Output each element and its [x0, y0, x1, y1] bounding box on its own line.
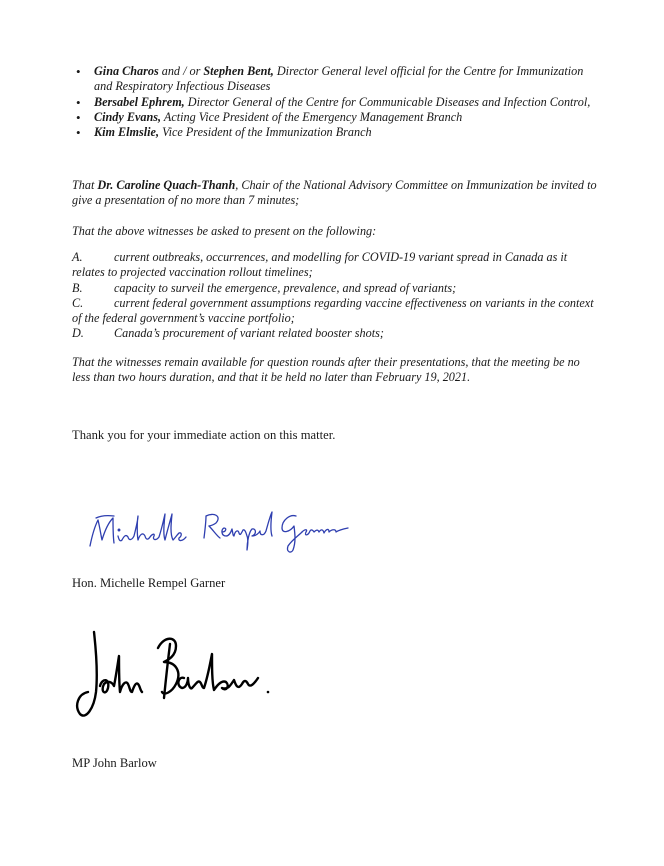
point-label: B.	[72, 280, 83, 295]
list-item	[72, 296, 602, 327]
invite-post: , Chair of the National Advisory Committee on Immunization be invited to give a presentation of no more than 7 minutes;	[72, 178, 597, 208]
invite-name: Dr. Caroline Quach-Thanh	[97, 178, 236, 192]
list-item	[72, 281, 602, 296]
presentation-points	[72, 250, 602, 342]
witness-name: Kim Elmslie,	[94, 125, 160, 140]
point-label: D.	[72, 326, 84, 341]
thanks-line: Thank you for your immediate action on this matter.	[72, 428, 336, 442]
witness-desc: Vice President of the Immunization Branch	[159, 125, 372, 140]
witness-name: Gina Charos	[94, 64, 159, 78]
witness-desc: Acting Vice President of the Emergency Management Branch	[161, 109, 463, 124]
point-text: current outbreaks, occurrences, and modelling for COVID-19 variant spread in Canada as it relates to projected vaccination rollout timelines;	[72, 250, 568, 280]
signatory-name: MP John Barlow	[72, 756, 157, 770]
invite-pre: That	[72, 178, 98, 192]
point-label: A.	[72, 250, 83, 264]
point-text: Canada’s procurement of variant related booster shots;	[114, 326, 384, 341]
list-item	[72, 95, 602, 110]
list-item	[72, 64, 602, 95]
point-text: current federal government assumptions regarding vaccine effectiveness on variants in the context of the federal government’s vaccine portfolio;	[72, 295, 594, 326]
signature-barlow	[72, 626, 282, 726]
witness-desc: Director General of the Centre for Communicable Diseases and Infection Control,	[184, 94, 591, 109]
point-label: C.	[72, 295, 84, 310]
invite-paragraph	[72, 178, 600, 209]
closing-paragraph: That the witnesses remain available for question rounds after their presentations, that the meeting be no less than two hours duration, and that it be held no later than February 19, 2021.	[72, 355, 580, 385]
present-intro: That the above witnesses be asked to present on the following:	[72, 224, 377, 238]
list-item	[72, 110, 602, 125]
witness-name: Cindy Evans,	[94, 109, 162, 124]
signatory-name: Hon. Michelle Rempel Garner	[72, 576, 226, 590]
witness-list	[72, 64, 602, 140]
witness-name: Stephen Bent,	[203, 64, 274, 78]
list-item	[72, 125, 602, 140]
list-item	[72, 250, 602, 281]
witness-desc: Director General level official for the Centre for Immunization and Respiratory Infectious Diseases	[94, 64, 584, 94]
point-text: capacity to surveil the emergence, prevalence, and spread of variants;	[114, 280, 457, 295]
witness-name: Bersabel Ephrem,	[94, 94, 185, 109]
witness-join: and / or	[158, 64, 204, 78]
signature-rempel-garner	[86, 496, 356, 556]
list-item	[72, 326, 602, 341]
